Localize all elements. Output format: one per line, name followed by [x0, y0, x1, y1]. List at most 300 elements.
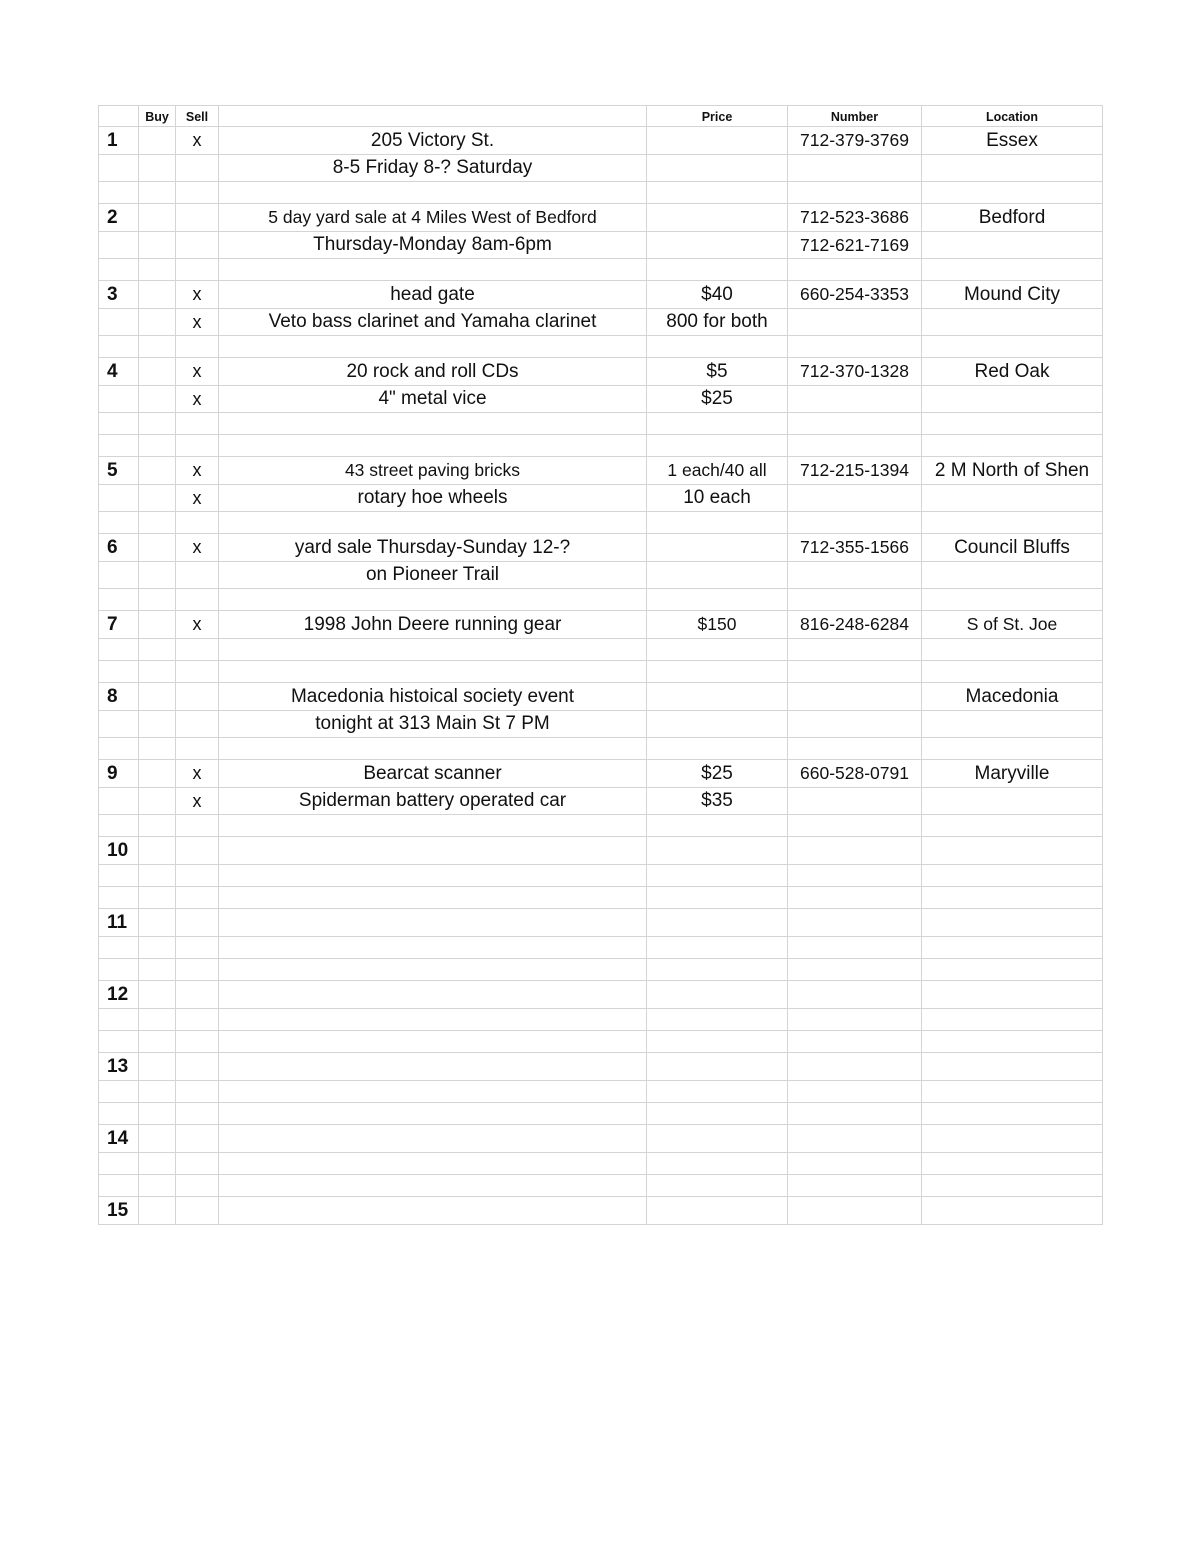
table-row — [99, 204, 1103, 232]
row-number: 12 — [99, 981, 139, 1009]
price-cell — [647, 815, 788, 837]
price-cell — [647, 661, 788, 683]
table-body — [99, 106, 1103, 1225]
table-row — [99, 534, 1103, 562]
row-number: 7 — [99, 611, 139, 639]
price-cell: $25 — [647, 386, 788, 413]
buy-mark — [139, 232, 176, 259]
buy-mark — [139, 281, 176, 309]
sell-mark: x — [176, 281, 219, 309]
price-cell — [647, 639, 788, 661]
location-cell — [922, 1175, 1103, 1197]
sell-mark — [176, 155, 219, 182]
buy-mark — [139, 1125, 176, 1153]
buy-mark — [139, 1103, 176, 1125]
table-row — [99, 1175, 1103, 1197]
sell-mark — [176, 1103, 219, 1125]
price-cell: 800 for both — [647, 309, 788, 336]
phone-number — [788, 788, 922, 815]
sell-mark: x — [176, 611, 219, 639]
row-number: 6 — [99, 534, 139, 562]
item-description — [219, 815, 647, 837]
row-number — [99, 1009, 139, 1031]
price-cell — [647, 1197, 788, 1225]
price-cell — [647, 865, 788, 887]
price-cell — [647, 1053, 788, 1081]
item-description — [219, 435, 647, 457]
sell-mark: x — [176, 534, 219, 562]
sell-mark — [176, 1009, 219, 1031]
row-number: 14 — [99, 1125, 139, 1153]
table-row — [99, 281, 1103, 309]
sell-mark — [176, 887, 219, 909]
sell-mark: x — [176, 309, 219, 336]
row-number — [99, 589, 139, 611]
row-number: 2 — [99, 204, 139, 232]
phone-number — [788, 959, 922, 981]
phone-number — [788, 683, 922, 711]
item-description — [219, 589, 647, 611]
sell-mark — [176, 1081, 219, 1103]
price-cell: $40 — [647, 281, 788, 309]
row-number — [99, 937, 139, 959]
buy-mark — [139, 435, 176, 457]
row-number: 9 — [99, 760, 139, 788]
location-cell — [922, 259, 1103, 281]
buy-mark — [139, 909, 176, 937]
table-row — [99, 738, 1103, 760]
item-description — [219, 887, 647, 909]
row-number — [99, 336, 139, 358]
buy-mark — [139, 1153, 176, 1175]
phone-number: 712-215-1394 — [788, 457, 922, 485]
phone-number — [788, 738, 922, 760]
row-number — [99, 309, 139, 336]
table-row — [99, 155, 1103, 182]
location-cell — [922, 837, 1103, 865]
table-row — [99, 815, 1103, 837]
item-description — [219, 959, 647, 981]
item-description — [219, 661, 647, 683]
table-row — [99, 512, 1103, 534]
location-cell — [922, 182, 1103, 204]
phone-number — [788, 336, 922, 358]
price-cell — [647, 837, 788, 865]
table-row — [99, 309, 1103, 336]
location-cell — [922, 309, 1103, 336]
table-row — [99, 611, 1103, 639]
item-description: Thursday-Monday 8am-6pm — [219, 232, 647, 259]
buy-mark — [139, 155, 176, 182]
row-number — [99, 259, 139, 281]
row-number — [99, 1153, 139, 1175]
phone-number — [788, 309, 922, 336]
sell-mark — [176, 661, 219, 683]
location-cell — [922, 711, 1103, 738]
item-description — [219, 259, 647, 281]
table-row — [99, 1009, 1103, 1031]
location-cell — [922, 1197, 1103, 1225]
sell-mark: x — [176, 760, 219, 788]
row-number — [99, 1103, 139, 1125]
sell-mark — [176, 981, 219, 1009]
price-cell: $25 — [647, 760, 788, 788]
item-description: rotary hoe wheels — [219, 485, 647, 512]
sell-mark — [176, 815, 219, 837]
phone-number — [788, 1125, 922, 1153]
table-row — [99, 232, 1103, 259]
table-row — [99, 182, 1103, 204]
phone-number — [788, 639, 922, 661]
phone-number — [788, 937, 922, 959]
item-description: Bearcat scanner — [219, 760, 647, 788]
location-cell — [922, 1153, 1103, 1175]
price-cell — [647, 959, 788, 981]
row-number — [99, 512, 139, 534]
item-description — [219, 336, 647, 358]
item-description: 205 Victory St. — [219, 127, 647, 155]
location-cell — [922, 413, 1103, 435]
table-row — [99, 909, 1103, 937]
phone-number — [788, 1175, 922, 1197]
price-cell: $35 — [647, 788, 788, 815]
phone-number — [788, 1081, 922, 1103]
phone-number: 712-355-1566 — [788, 534, 922, 562]
buy-mark — [139, 1009, 176, 1031]
item-description — [219, 1153, 647, 1175]
location-cell — [922, 1053, 1103, 1081]
phone-number — [788, 1053, 922, 1081]
buy-mark — [139, 309, 176, 336]
row-number: 13 — [99, 1053, 139, 1081]
sell-mark — [176, 959, 219, 981]
row-number — [99, 711, 139, 738]
row-number — [99, 865, 139, 887]
buy-mark — [139, 457, 176, 485]
buy-mark — [139, 259, 176, 281]
row-number — [99, 435, 139, 457]
row-number — [99, 639, 139, 661]
item-description — [219, 1103, 647, 1125]
buy-mark — [139, 534, 176, 562]
buy-mark — [139, 788, 176, 815]
buy-mark — [139, 1197, 176, 1225]
item-description — [219, 1175, 647, 1197]
item-description: 1998 John Deere running gear — [219, 611, 647, 639]
sell-mark — [176, 1053, 219, 1081]
location-cell — [922, 512, 1103, 534]
table-row — [99, 336, 1103, 358]
location-cell: S of St. Joe — [922, 611, 1103, 639]
table-row — [99, 937, 1103, 959]
row-number: 4 — [99, 358, 139, 386]
location-cell — [922, 887, 1103, 909]
table-row — [99, 413, 1103, 435]
table-row — [99, 639, 1103, 661]
row-number: 5 — [99, 457, 139, 485]
table-row — [99, 760, 1103, 788]
price-cell — [647, 1103, 788, 1125]
buy-mark — [139, 887, 176, 909]
buy-mark — [139, 959, 176, 981]
buy-mark — [139, 1053, 176, 1081]
item-description: on Pioneer Trail — [219, 562, 647, 589]
sell-mark — [176, 683, 219, 711]
sell-mark: x — [176, 485, 219, 512]
phone-number: 712-370-1328 — [788, 358, 922, 386]
price-cell — [647, 127, 788, 155]
sell-mark — [176, 711, 219, 738]
location-cell — [922, 865, 1103, 887]
phone-number — [788, 815, 922, 837]
sell-mark — [176, 336, 219, 358]
row-number: 1 — [99, 127, 139, 155]
location-cell: Red Oak — [922, 358, 1103, 386]
sell-mark: x — [176, 127, 219, 155]
sell-mark: x — [176, 386, 219, 413]
location-cell — [922, 1103, 1103, 1125]
location-cell — [922, 232, 1103, 259]
item-description: Macedonia histoical society event — [219, 683, 647, 711]
location-cell — [922, 1031, 1103, 1053]
table-row — [99, 1053, 1103, 1081]
table-row — [99, 485, 1103, 512]
row-number — [99, 155, 139, 182]
sell-mark: x — [176, 457, 219, 485]
phone-number — [788, 512, 922, 534]
buy-mark — [139, 738, 176, 760]
sell-mark — [176, 865, 219, 887]
buy-mark — [139, 1031, 176, 1053]
price-cell — [647, 937, 788, 959]
price-cell: 1 each/40 all — [647, 457, 788, 485]
header-row — [99, 106, 1103, 127]
buy-mark — [139, 815, 176, 837]
table-row — [99, 457, 1103, 485]
location-cell — [922, 336, 1103, 358]
location-cell: 2 M North of Shen — [922, 457, 1103, 485]
buy-mark — [139, 661, 176, 683]
buy-mark — [139, 562, 176, 589]
table-row — [99, 865, 1103, 887]
row-number — [99, 815, 139, 837]
table-row — [99, 562, 1103, 589]
location-cell — [922, 155, 1103, 182]
table-row — [99, 683, 1103, 711]
price-cell — [647, 336, 788, 358]
price-cell: $5 — [647, 358, 788, 386]
table-row — [99, 435, 1103, 457]
buy-mark — [139, 386, 176, 413]
table-row — [99, 127, 1103, 155]
buy-mark — [139, 485, 176, 512]
item-description: 5 day yard sale at 4 Miles West of Bedford — [219, 204, 647, 232]
sell-mark — [176, 435, 219, 457]
sell-mark: x — [176, 788, 219, 815]
buy-mark — [139, 589, 176, 611]
location-cell: Maryville — [922, 760, 1103, 788]
location-cell — [922, 589, 1103, 611]
phone-number — [788, 182, 922, 204]
price-cell — [647, 534, 788, 562]
buy-mark — [139, 711, 176, 738]
price-cell — [647, 259, 788, 281]
phone-number: 816-248-6284 — [788, 611, 922, 639]
sell-mark — [176, 1197, 219, 1225]
buy-mark — [139, 981, 176, 1009]
table-row — [99, 887, 1103, 909]
buy-mark — [139, 937, 176, 959]
classified-ads-table — [98, 105, 1103, 1225]
phone-number — [788, 1103, 922, 1125]
buy-mark — [139, 683, 176, 711]
row-number — [99, 1175, 139, 1197]
row-number: 8 — [99, 683, 139, 711]
table-row — [99, 259, 1103, 281]
header-sell: Sell — [176, 106, 219, 127]
location-cell: Council Bluffs — [922, 534, 1103, 562]
buy-mark — [139, 358, 176, 386]
sell-mark — [176, 937, 219, 959]
price-cell — [647, 155, 788, 182]
phone-number — [788, 413, 922, 435]
row-number — [99, 788, 139, 815]
phone-number — [788, 386, 922, 413]
row-number — [99, 887, 139, 909]
price-cell — [647, 1153, 788, 1175]
row-number: 3 — [99, 281, 139, 309]
row-number: 11 — [99, 909, 139, 937]
item-description — [219, 837, 647, 865]
table-row — [99, 1031, 1103, 1053]
buy-mark — [139, 127, 176, 155]
phone-number: 712-621-7169 — [788, 232, 922, 259]
row-number — [99, 562, 139, 589]
table-row — [99, 959, 1103, 981]
sell-mark — [176, 204, 219, 232]
location-cell — [922, 435, 1103, 457]
row-number: 15 — [99, 1197, 139, 1225]
phone-number — [788, 485, 922, 512]
sell-mark — [176, 837, 219, 865]
phone-number — [788, 981, 922, 1009]
table-row — [99, 1125, 1103, 1153]
price-cell — [647, 232, 788, 259]
header-location: Location — [922, 106, 1103, 127]
row-number — [99, 661, 139, 683]
price-cell — [647, 1009, 788, 1031]
item-description — [219, 738, 647, 760]
location-cell — [922, 981, 1103, 1009]
price-cell — [647, 1031, 788, 1053]
location-cell — [922, 738, 1103, 760]
item-description — [219, 937, 647, 959]
row-number — [99, 182, 139, 204]
buy-mark — [139, 1081, 176, 1103]
item-description — [219, 413, 647, 435]
item-description — [219, 512, 647, 534]
sell-mark — [176, 909, 219, 937]
price-cell — [647, 738, 788, 760]
buy-mark — [139, 1175, 176, 1197]
item-description: 4" metal vice — [219, 386, 647, 413]
price-cell — [647, 562, 788, 589]
sell-mark — [176, 589, 219, 611]
item-description: yard sale Thursday-Sunday 12-? — [219, 534, 647, 562]
price-cell — [647, 1125, 788, 1153]
location-cell — [922, 815, 1103, 837]
phone-number — [788, 711, 922, 738]
location-cell — [922, 1009, 1103, 1031]
row-number — [99, 1031, 139, 1053]
location-cell — [922, 788, 1103, 815]
buy-mark — [139, 865, 176, 887]
table-row — [99, 589, 1103, 611]
item-description — [219, 865, 647, 887]
location-cell: Bedford — [922, 204, 1103, 232]
table-row — [99, 661, 1103, 683]
item-description: 43 street paving bricks — [219, 457, 647, 485]
item-description — [219, 639, 647, 661]
item-description — [219, 1197, 647, 1225]
table-row — [99, 386, 1103, 413]
price-cell — [647, 683, 788, 711]
buy-mark — [139, 837, 176, 865]
price-cell — [647, 512, 788, 534]
location-cell — [922, 937, 1103, 959]
item-description: tonight at 313 Main St 7 PM — [219, 711, 647, 738]
price-cell — [647, 981, 788, 1009]
buy-mark — [139, 413, 176, 435]
table-row — [99, 1153, 1103, 1175]
row-number — [99, 959, 139, 981]
price-cell: 10 each — [647, 485, 788, 512]
sell-mark — [176, 259, 219, 281]
phone-number — [788, 909, 922, 937]
row-number — [99, 413, 139, 435]
table-row — [99, 1081, 1103, 1103]
item-description: Veto bass clarinet and Yamaha clarinet — [219, 309, 647, 336]
sell-mark — [176, 1153, 219, 1175]
price-cell — [647, 589, 788, 611]
header-number: Number — [788, 106, 922, 127]
table-row — [99, 837, 1103, 865]
phone-number — [788, 1197, 922, 1225]
location-cell — [922, 1081, 1103, 1103]
row-number — [99, 232, 139, 259]
buy-mark — [139, 204, 176, 232]
buy-mark — [139, 760, 176, 788]
phone-number: 660-528-0791 — [788, 760, 922, 788]
buy-mark — [139, 336, 176, 358]
price-cell — [647, 413, 788, 435]
location-cell — [922, 1125, 1103, 1153]
item-description — [219, 909, 647, 937]
phone-number — [788, 865, 922, 887]
row-number — [99, 1081, 139, 1103]
phone-number — [788, 1009, 922, 1031]
phone-number — [788, 1031, 922, 1053]
table-row — [99, 711, 1103, 738]
location-cell: Macedonia — [922, 683, 1103, 711]
row-number — [99, 738, 139, 760]
price-cell — [647, 1175, 788, 1197]
price-cell — [647, 182, 788, 204]
price-cell: $150 — [647, 611, 788, 639]
phone-number: 660-254-3353 — [788, 281, 922, 309]
location-cell — [922, 386, 1103, 413]
item-description — [219, 1053, 647, 1081]
